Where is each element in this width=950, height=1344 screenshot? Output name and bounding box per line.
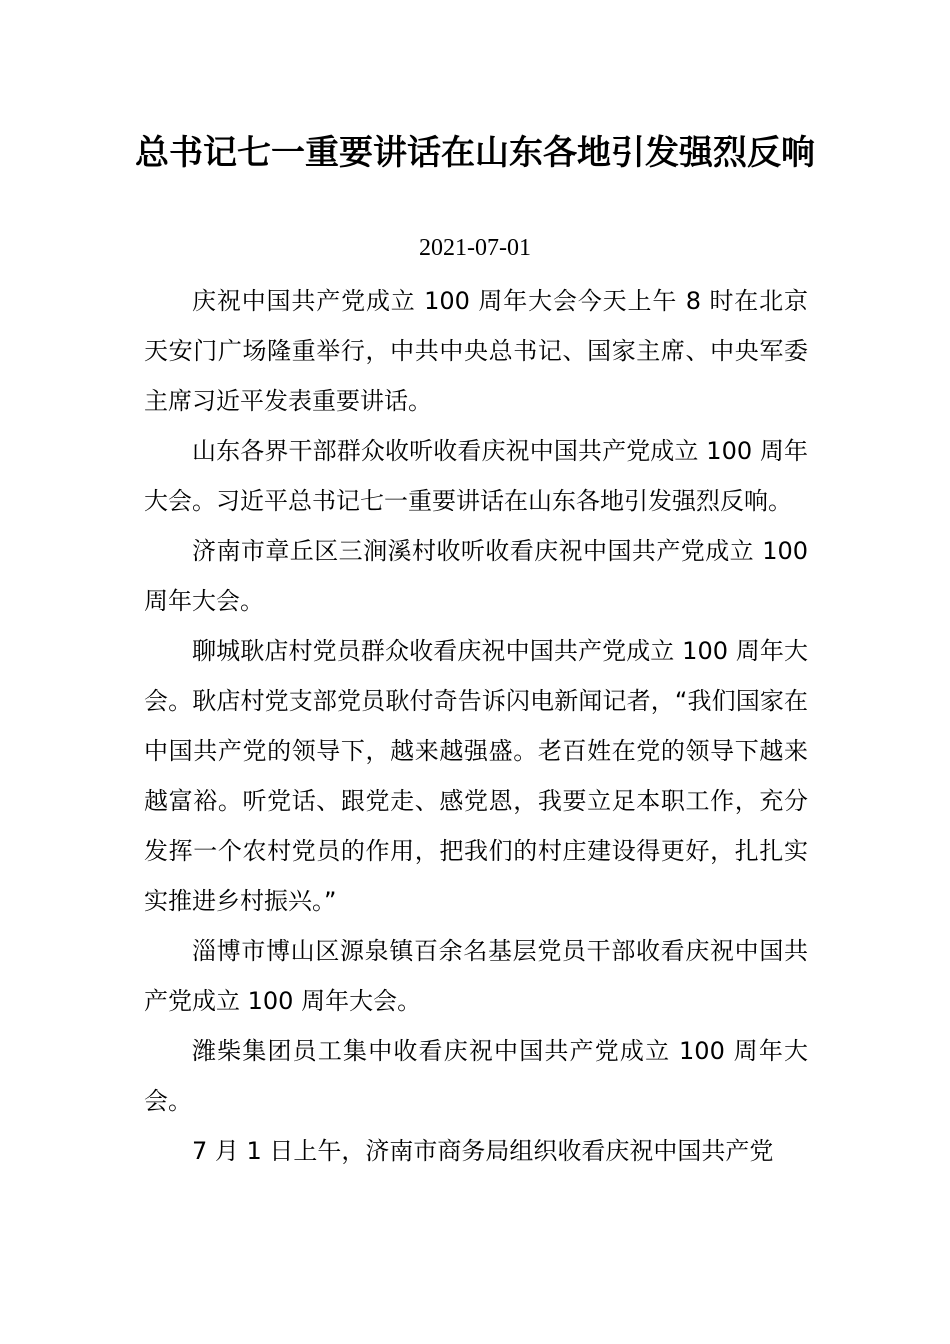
paragraph: 7 月 1 日上午，济南市商务局组织收看庆祝中国共产党 <box>192 1137 774 1165</box>
paragraph: 聊城耿店村党员群众收看庆祝中国共产党成立 100 周年大会。耿店村党支部党员耿付奇告诉闪电新闻记者，“我们国家在中国共产党的领导下，越来越强盛。老百姓在党的领导下越来越富裕。听党话、跟党走、感党恩，我要立足本职工作，充分发挥一个农村党员的作用，把我们的村庄建设得更好，扎扎实实推进乡村振兴。” <box>144 637 808 915</box>
article-title: 总书记七一重要讲话在山东各地引发强烈反响 <box>135 133 815 173</box>
paragraph: 淄博市博山区源泉镇百余名基层党员干部收看庆祝中国共产党成立 100 周年大会。 <box>144 937 808 1015</box>
paragraph: 潍柴集团员工集中收看庆祝中国共产党成立 100 周年大会。 <box>144 1037 808 1115</box>
paragraph: 庆祝中国共产党成立 100 周年大会今天上午 8 时在北京天安门广场隆重举行，中共中央总书记、国家主席、中央军委主席习近平发表重要讲话。 <box>144 287 808 415</box>
paragraph: 山东各界干部群众收听收看庆祝中国共产党成立 100 周年大会。习近平总书记七一重要讲话在山东各地引发强烈反响。 <box>144 437 808 515</box>
article-body <box>144 276 808 1176</box>
paragraph: 济南市章丘区三涧溪村收听收看庆祝中国共产党成立 100 周年大会。 <box>144 537 808 615</box>
article-date: 2021-07-01 <box>419 235 531 261</box>
